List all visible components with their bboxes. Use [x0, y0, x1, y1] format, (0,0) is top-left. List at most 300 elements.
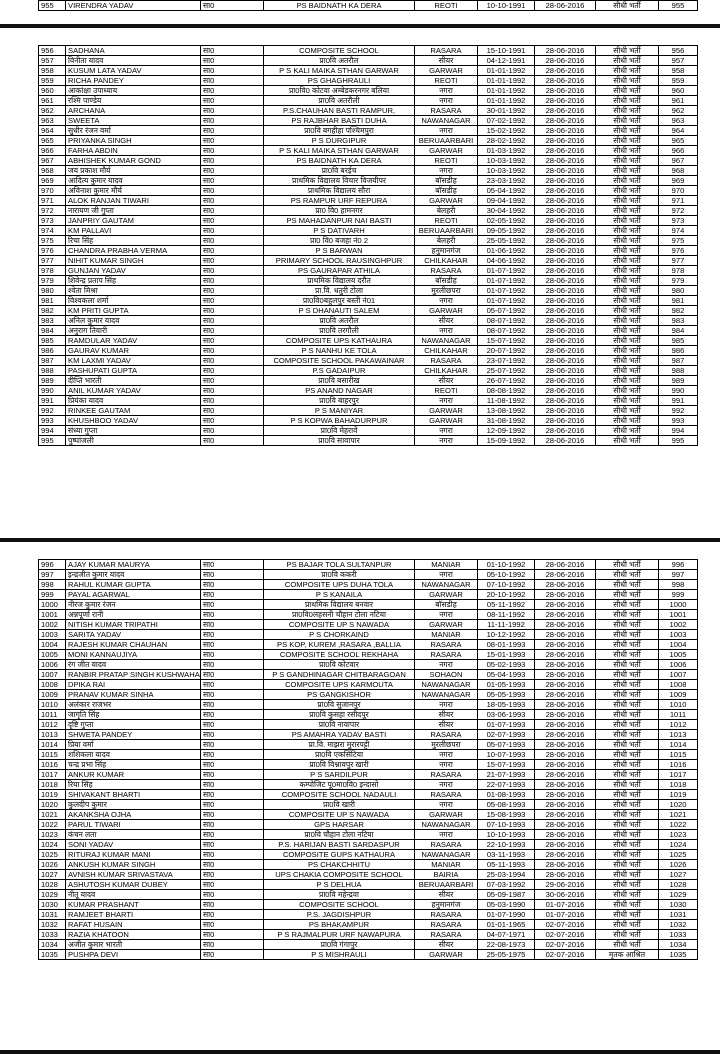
seniority-number-cell: 1003: [659, 630, 698, 640]
date-of-birth-cell: 10-10-1993: [478, 830, 535, 840]
joining-date-cell: 28-06-2016: [535, 146, 596, 156]
table-row: [39, 780, 698, 790]
category-cell: सा0: [201, 610, 264, 620]
category-cell: सा0: [201, 810, 264, 820]
block-name-cell: GARWAR: [415, 66, 478, 76]
block-name-cell: NAWANAGAR: [415, 690, 478, 700]
date-of-birth-cell: 25-05-1975: [478, 950, 535, 960]
date-of-birth-cell: 01-10-1992: [478, 560, 535, 570]
joining-date-cell: 28-06-2016: [535, 700, 596, 710]
school-name-cell: P S DHANAUTI SALEM: [264, 306, 415, 316]
joining-date-cell: 28-06-2016: [535, 166, 596, 176]
block-name-cell: BAIRIA: [415, 870, 478, 880]
table-row: [39, 376, 698, 386]
seniority-number-cell: 968: [659, 166, 698, 176]
appointment-type-cell: सीधी भर्ती: [596, 426, 659, 436]
date-of-birth-cell: 13-08-1992: [478, 406, 535, 416]
school-name-cell: प्रा0वि अतरौली: [264, 96, 415, 106]
teacher-name-cell: जय प्रकाश मौर्य: [66, 166, 201, 176]
category-cell: सा0: [201, 426, 264, 436]
seniority-number-cell: 1013: [659, 730, 698, 740]
serial-number-cell: 971: [39, 196, 66, 206]
category-cell: सा0: [201, 116, 264, 126]
serial-number-cell: 975: [39, 236, 66, 246]
category-cell: सा0: [201, 670, 264, 680]
block-name-cell: नगरा: [415, 426, 478, 436]
serial-number-cell: 959: [39, 76, 66, 86]
serial-number-cell: 998: [39, 580, 66, 590]
appointment-type-cell: सीधी भर्ती: [596, 156, 659, 166]
teacher-name-cell: SONI YADAV: [66, 840, 201, 850]
joining-date-cell: 28-06-2016: [535, 600, 596, 610]
date-of-birth-cell: 05-10-1992: [478, 570, 535, 580]
category-cell: सा0: [201, 680, 264, 690]
teacher-name-cell: रिचा सिंह: [66, 236, 201, 246]
seniority-number-cell: 978: [659, 266, 698, 276]
category-cell: सा0: [201, 800, 264, 810]
table-row: [39, 186, 698, 196]
joining-date-cell: 29-06-2016: [535, 880, 596, 890]
joining-date-cell: 02-07-2016: [535, 950, 596, 960]
joining-date-cell: 28-06-2016: [535, 86, 596, 96]
school-name-cell: P.S. JAGDISHPUR: [264, 910, 415, 920]
school-name-cell: प्रा0वि अतरौल: [264, 316, 415, 326]
teacher-name-cell: विनीता यादव: [66, 56, 201, 66]
date-of-birth-cell: 01-07-1992: [478, 296, 535, 306]
teacher-name-cell: चन्द्र प्रभा सिंह: [66, 760, 201, 770]
category-cell: सा0: [201, 176, 264, 186]
school-name-cell: COMPOSITE UPS KATHAURA: [264, 336, 415, 346]
seniority-number-cell: 969: [659, 176, 698, 186]
block-name-cell: RASARA: [415, 730, 478, 740]
appointment-type-cell: सीधी भर्ती: [596, 226, 659, 236]
joining-date-cell: 28-06-2016: [535, 56, 596, 66]
teacher-name-cell: कुलदीप कुमार: [66, 800, 201, 810]
seniority-number-cell: 957: [659, 56, 698, 66]
seniority-number-cell: 1009: [659, 690, 698, 700]
joining-date-cell: 28-06-2016: [535, 680, 596, 690]
teacher-name-cell: VIRENDRA YADAV: [66, 1, 201, 11]
block-name-cell: NAWANAGAR: [415, 680, 478, 690]
seniority-number-cell: 992: [659, 406, 698, 416]
seniority-number-cell: 1026: [659, 860, 698, 870]
category-cell: सा0: [201, 206, 264, 216]
category-cell: सा0: [201, 306, 264, 316]
seniority-number-cell: 956: [659, 46, 698, 56]
school-name-cell: P S KANAILA: [264, 590, 415, 600]
table-row: [39, 830, 698, 840]
school-name-cell: प्रा0वि बसारीख: [264, 376, 415, 386]
block-name-cell: मुरलीछपरा: [415, 286, 478, 296]
joining-date-cell: 28-06-2016: [535, 236, 596, 246]
seniority-number-cell: 988: [659, 366, 698, 376]
category-cell: सा0: [201, 56, 264, 66]
table-row: [39, 136, 698, 146]
serial-number-cell: 967: [39, 156, 66, 166]
date-of-birth-cell: 01-03-1992: [478, 146, 535, 156]
category-cell: सा0: [201, 336, 264, 346]
table-row: [39, 590, 698, 600]
school-name-cell: प्रा0वि खारी: [264, 800, 415, 810]
joining-date-cell: 28-06-2016: [535, 720, 596, 730]
teacher-name-cell: RAFAT HUSAIN: [66, 920, 201, 930]
teacher-name-cell: AVNISH KUMAR SRIVASTAVA: [66, 870, 201, 880]
date-of-birth-cell: 05-04-1993: [478, 670, 535, 680]
serial-number-cell: 1012: [39, 720, 66, 730]
teacher-name-cell: PASHUPATI GUPTA: [66, 366, 201, 376]
school-name-cell: प्रा0वि तरगौली: [264, 326, 415, 336]
block-name-cell: RASARA: [415, 920, 478, 930]
seniority-number-cell: 997: [659, 570, 698, 580]
date-of-birth-cell: 10-07-1993: [478, 750, 535, 760]
appointment-type-cell: सीधी भर्ती: [596, 750, 659, 760]
category-cell: सा0: [201, 590, 264, 600]
appointment-type-cell: सीधी भर्ती: [596, 1, 659, 11]
serial-number-cell: 960: [39, 86, 66, 96]
joining-date-cell: 01-07-2016: [535, 900, 596, 910]
category-cell: सा0: [201, 600, 264, 610]
date-of-birth-cell: 26-07-1992: [478, 376, 535, 386]
joining-date-cell: 28-06-2016: [535, 266, 596, 276]
serial-number-cell: 1035: [39, 950, 66, 960]
school-name-cell: प्रा0वि चौहान टोला नटिया: [264, 830, 415, 840]
teacher-name-cell: RAHUL KUMAR GUPTA: [66, 580, 201, 590]
date-of-birth-cell: 03-11-1993: [478, 850, 535, 860]
school-name-cell: प्रा0वि बरईच: [264, 166, 415, 176]
category-cell: सा0: [201, 710, 264, 720]
category-cell: सा0: [201, 630, 264, 640]
school-name-cell: प्रा0वि कोटवार: [264, 660, 415, 670]
joining-date-cell: 28-06-2016: [535, 136, 596, 146]
table-row: [39, 256, 698, 266]
seniority-number-cell: 964: [659, 126, 698, 136]
joining-date-cell: 28-06-2016: [535, 610, 596, 620]
date-of-birth-cell: 05-03-1990: [478, 900, 535, 910]
seniority-number-cell: 1028: [659, 880, 698, 890]
teacher-name-cell: दीप्ति भारती: [66, 376, 201, 386]
table-row: [39, 266, 698, 276]
appointment-type-cell: सीधी भर्ती: [596, 176, 659, 186]
seniority-number-cell: 1032: [659, 920, 698, 930]
serial-number-cell: 1030: [39, 900, 66, 910]
seniority-number-cell: 1011: [659, 710, 698, 720]
teacher-name-cell: शिवेन्द्र प्रताप सिंह: [66, 276, 201, 286]
appointment-type-cell: सीधी भर्ती: [596, 560, 659, 570]
block-name-cell: सीयर: [415, 56, 478, 66]
serial-number-cell: 1001: [39, 610, 66, 620]
block-name-cell: RASARA: [415, 790, 478, 800]
category-cell: सा0: [201, 76, 264, 86]
date-of-birth-cell: 18-05-1993: [478, 700, 535, 710]
category-cell: सा0: [201, 196, 264, 206]
seniority-number-cell: 1034: [659, 940, 698, 950]
serial-number-cell: 981: [39, 296, 66, 306]
date-of-birth-cell: 11-11-1992: [478, 620, 535, 630]
category-cell: सा0: [201, 96, 264, 106]
serial-number-cell: 1003: [39, 630, 66, 640]
joining-date-cell: 28-06-2016: [535, 790, 596, 800]
date-of-birth-cell: 01-07-1993: [478, 720, 535, 730]
date-of-birth-cell: 05-08-1993: [478, 800, 535, 810]
serial-number-cell: 977: [39, 256, 66, 266]
serial-number-cell: 989: [39, 376, 66, 386]
table-row: [39, 770, 698, 780]
joining-date-cell: 28-06-2016: [535, 760, 596, 770]
date-of-birth-cell: 05-11-1993: [478, 860, 535, 870]
seniority-number-cell: 1010: [659, 700, 698, 710]
category-cell: सा0: [201, 286, 264, 296]
block-name-cell: नगरा: [415, 750, 478, 760]
serial-number-cell: 961: [39, 96, 66, 106]
date-of-birth-cell: 31-08-1992: [478, 416, 535, 426]
seniority-number-cell: 974: [659, 226, 698, 236]
school-name-cell: P S DURGIPUR: [264, 136, 415, 146]
category-cell: सा0: [201, 166, 264, 176]
appointment-type-cell: सीधी भर्ती: [596, 66, 659, 76]
appointment-type-cell: सीधी भर्ती: [596, 650, 659, 660]
joining-date-cell: 28-06-2016: [535, 710, 596, 720]
seniority-number-cell: 972: [659, 206, 698, 216]
appointment-type-cell: सीधी भर्ती: [596, 660, 659, 670]
seniority-number-cell: 1001: [659, 610, 698, 620]
joining-date-cell: 28-06-2016: [535, 750, 596, 760]
date-of-birth-cell: 11-08-1992: [478, 396, 535, 406]
table-row: [39, 156, 698, 166]
table-row: [39, 600, 698, 610]
table-row: [39, 236, 698, 246]
appointment-type-cell: सीधी भर्ती: [596, 76, 659, 86]
seniority-number-cell: 995: [659, 436, 698, 446]
category-cell: सा0: [201, 366, 264, 376]
block-name-cell: RASARA: [415, 930, 478, 940]
block-name-cell: हनुमानगंज: [415, 900, 478, 910]
joining-date-cell: 28-06-2016: [535, 156, 596, 166]
category-cell: सा0: [201, 156, 264, 166]
serial-number-cell: 955: [39, 1, 66, 11]
joining-date-cell: 30-06-2016: [535, 890, 596, 900]
appointment-type-cell: सीधी भर्ती: [596, 296, 659, 306]
serial-number-cell: 1008: [39, 680, 66, 690]
block-name-cell: मुरलीछपरा: [415, 740, 478, 750]
school-name-cell: PS KOP, KUREM ,RASARA ,BALLIA: [264, 640, 415, 650]
date-of-birth-cell: 22-10-1993: [478, 840, 535, 850]
school-name-cell: P S MANIYAR: [264, 406, 415, 416]
teacher-name-cell: RAZIA KHATOON: [66, 930, 201, 940]
joining-date-cell: 28-06-2016: [535, 690, 596, 700]
date-of-birth-cell: 08-01-1993: [478, 640, 535, 650]
joining-date-cell: 28-06-2016: [535, 860, 596, 870]
seniority-number-cell: 1027: [659, 870, 698, 880]
table-row: [39, 880, 698, 890]
school-name-cell: PS GHAGHRAULI: [264, 76, 415, 86]
seniority-number-cell: 985: [659, 336, 698, 346]
joining-date-cell: 28-06-2016: [535, 740, 596, 750]
serial-number-cell: 1025: [39, 850, 66, 860]
table-row: [39, 890, 698, 900]
school-name-cell: P S MISHRAULI: [264, 950, 415, 960]
joining-date-cell: 28-06-2016: [535, 670, 596, 680]
appointment-type-cell: सीधी भर्ती: [596, 246, 659, 256]
joining-date-cell: 28-06-2016: [535, 820, 596, 830]
table-row: [39, 720, 698, 730]
seniority-number-cell: 1000: [659, 600, 698, 610]
appointment-type-cell: सीधी भर्ती: [596, 890, 659, 900]
school-name-cell: P S CHORKAIND: [264, 630, 415, 640]
serial-number-cell: 991: [39, 396, 66, 406]
category-cell: सा0: [201, 86, 264, 96]
serial-number-cell: 1016: [39, 760, 66, 770]
block-name-cell: GARWAR: [415, 590, 478, 600]
school-name-cell: प्रा0वि नावापार: [264, 720, 415, 730]
school-name-cell: प्रा0वि विश्नावपुर खारी: [264, 760, 415, 770]
teacher-name-cell: नीतू यादव: [66, 890, 201, 900]
date-of-birth-cell: 10-10-1991: [478, 1, 535, 11]
serial-number-cell: 979: [39, 276, 66, 286]
date-of-birth-cell: 15-10-1991: [478, 46, 535, 56]
school-name-cell: COMPOSITE SCHOOL: [264, 46, 415, 56]
serial-number-cell: 1009: [39, 690, 66, 700]
table-row: [39, 700, 698, 710]
table-row: [39, 800, 698, 810]
school-name-cell: P.S. HARIJAN BASTI SARDASPUR: [264, 840, 415, 850]
date-of-birth-cell: 30-01-1992: [478, 106, 535, 116]
school-name-cell: UPS CHAKIA COMPOSITE SCHOOL: [264, 870, 415, 880]
school-name-cell: PS AMAHRA YADAV BASTI: [264, 730, 415, 740]
teacher-name-cell: PUSHPA DEVI: [66, 950, 201, 960]
table-row: [39, 306, 698, 316]
block-name-cell: REOTI: [415, 216, 478, 226]
table-row: [39, 76, 698, 86]
seniority-number-cell: 1035: [659, 950, 698, 960]
joining-date-cell: 28-06-2016: [535, 126, 596, 136]
date-of-birth-cell: 01-01-1992: [478, 66, 535, 76]
seniority-number-cell: 998: [659, 580, 698, 590]
table-row: [39, 850, 698, 860]
date-of-birth-cell: 10-03-1992: [478, 156, 535, 166]
category-cell: सा0: [201, 46, 264, 56]
appointment-type-cell: सीधी भर्ती: [596, 416, 659, 426]
category-cell: सा0: [201, 326, 264, 336]
serial-number-cell: 1032: [39, 920, 66, 930]
seniority-number-cell: 958: [659, 66, 698, 76]
appointment-type-cell: सीधी भर्ती: [596, 720, 659, 730]
seniority-number-cell: 1024: [659, 840, 698, 850]
table-row: [39, 820, 698, 830]
category-cell: सा0: [201, 296, 264, 306]
block-name-cell: बॉसडीह: [415, 600, 478, 610]
table-row: [39, 790, 698, 800]
school-name-cell: PS BAIDNATH KA DERA: [264, 1, 415, 11]
table-row: [39, 166, 698, 176]
school-name-cell: COMPOSITE GUPS KATHAURA: [264, 850, 415, 860]
table-row: [39, 196, 698, 206]
serial-number-cell: 1023: [39, 830, 66, 840]
appointment-type-cell: सीधी भर्ती: [596, 850, 659, 860]
table-row: [39, 146, 698, 156]
joining-date-cell: 28-06-2016: [535, 216, 596, 226]
school-name-cell: PS GANGKISHOR: [264, 690, 415, 700]
category-cell: सा0: [201, 216, 264, 226]
school-name-cell: प्रा0 वि0 बजहा नं0 2: [264, 236, 415, 246]
teacher-name-cell: RITURAJ KUMAR MANI: [66, 850, 201, 860]
date-of-birth-cell: 07-02-1992: [478, 116, 535, 126]
block-name-cell: नगरा: [415, 780, 478, 790]
table-row: [39, 670, 698, 680]
serial-number-cell: 982: [39, 306, 66, 316]
teacher-name-cell: श्वेता मिश्रा: [66, 286, 201, 296]
category-cell: सा0: [201, 860, 264, 870]
block-name-cell: GARWAR: [415, 406, 478, 416]
table-row: [39, 640, 698, 650]
category-cell: सा0: [201, 730, 264, 740]
seniority-number-cell: 963: [659, 116, 698, 126]
date-of-birth-cell: 25-05-1992: [478, 236, 535, 246]
table-row: [39, 386, 698, 396]
category-cell: सा0: [201, 890, 264, 900]
date-of-birth-cell: 15-08-1993: [478, 810, 535, 820]
joining-date-cell: 28-06-2016: [535, 336, 596, 346]
teacher-name-cell: अजीत कुमार भारती: [66, 940, 201, 950]
block-name-cell: BERUAARBARI: [415, 136, 478, 146]
date-of-birth-cell: 15-02-1992: [478, 126, 535, 136]
seniority-number-cell: 962: [659, 106, 698, 116]
joining-date-cell: 28-06-2016: [535, 396, 596, 406]
joining-date-cell: 28-06-2016: [535, 580, 596, 590]
seniority-number-cell: 960: [659, 86, 698, 96]
teacher-name-cell: KUMAR PRASHANT: [66, 900, 201, 910]
joining-date-cell: 28-06-2016: [535, 570, 596, 580]
section-divider: [0, 24, 720, 28]
teacher-name-cell: RANBIR PRATAP SINGH KUSHWAHA: [66, 670, 201, 680]
serial-number-cell: 999: [39, 590, 66, 600]
seniority-number-cell: 966: [659, 146, 698, 156]
serial-number-cell: 1005: [39, 650, 66, 660]
serial-number-cell: 1004: [39, 640, 66, 650]
teacher-name-cell: अन्नपूर्णा रानी: [66, 610, 201, 620]
block-name-cell: MANIAR: [415, 860, 478, 870]
category-cell: सा0: [201, 246, 264, 256]
category-cell: सा0: [201, 950, 264, 960]
table-row: [39, 760, 698, 770]
serial-number-cell: 1006: [39, 660, 66, 670]
school-name-cell: प्रा0वि गंगापुर: [264, 940, 415, 950]
date-of-birth-cell: 05-11-1992: [478, 600, 535, 610]
block-name-cell: GARWAR: [415, 950, 478, 960]
category-cell: सा0: [201, 396, 264, 406]
date-of-birth-cell: 05-04-1992: [478, 186, 535, 196]
table-row: [39, 66, 698, 76]
joining-date-cell: 28-06-2016: [535, 620, 596, 630]
school-name-cell: PS BHAKAMPUR: [264, 920, 415, 930]
date-of-birth-cell: 15-07-1992: [478, 336, 535, 346]
serial-number-cell: 1022: [39, 820, 66, 830]
table-row: [39, 610, 698, 620]
table-row: [39, 730, 698, 740]
appointment-type-cell: सीधी भर्ती: [596, 96, 659, 106]
teacher-name-cell: MONI KANNAUJIYA: [66, 650, 201, 660]
block-name-cell: RASARA: [415, 770, 478, 780]
appointment-type-cell: सीधी भर्ती: [596, 780, 659, 790]
category-cell: सा0: [201, 850, 264, 860]
serial-number-cell: 965: [39, 136, 66, 146]
seniority-number-cell: 975: [659, 236, 698, 246]
school-name-cell: COMPOSITE UP S NAWADA: [264, 620, 415, 630]
teacher-name-cell: KUSUM LATA YADAV: [66, 66, 201, 76]
table-row: [39, 650, 698, 660]
block-name-cell: बॉसडीह: [415, 276, 478, 286]
serial-number-cell: 1014: [39, 740, 66, 750]
serial-number-cell: 962: [39, 106, 66, 116]
